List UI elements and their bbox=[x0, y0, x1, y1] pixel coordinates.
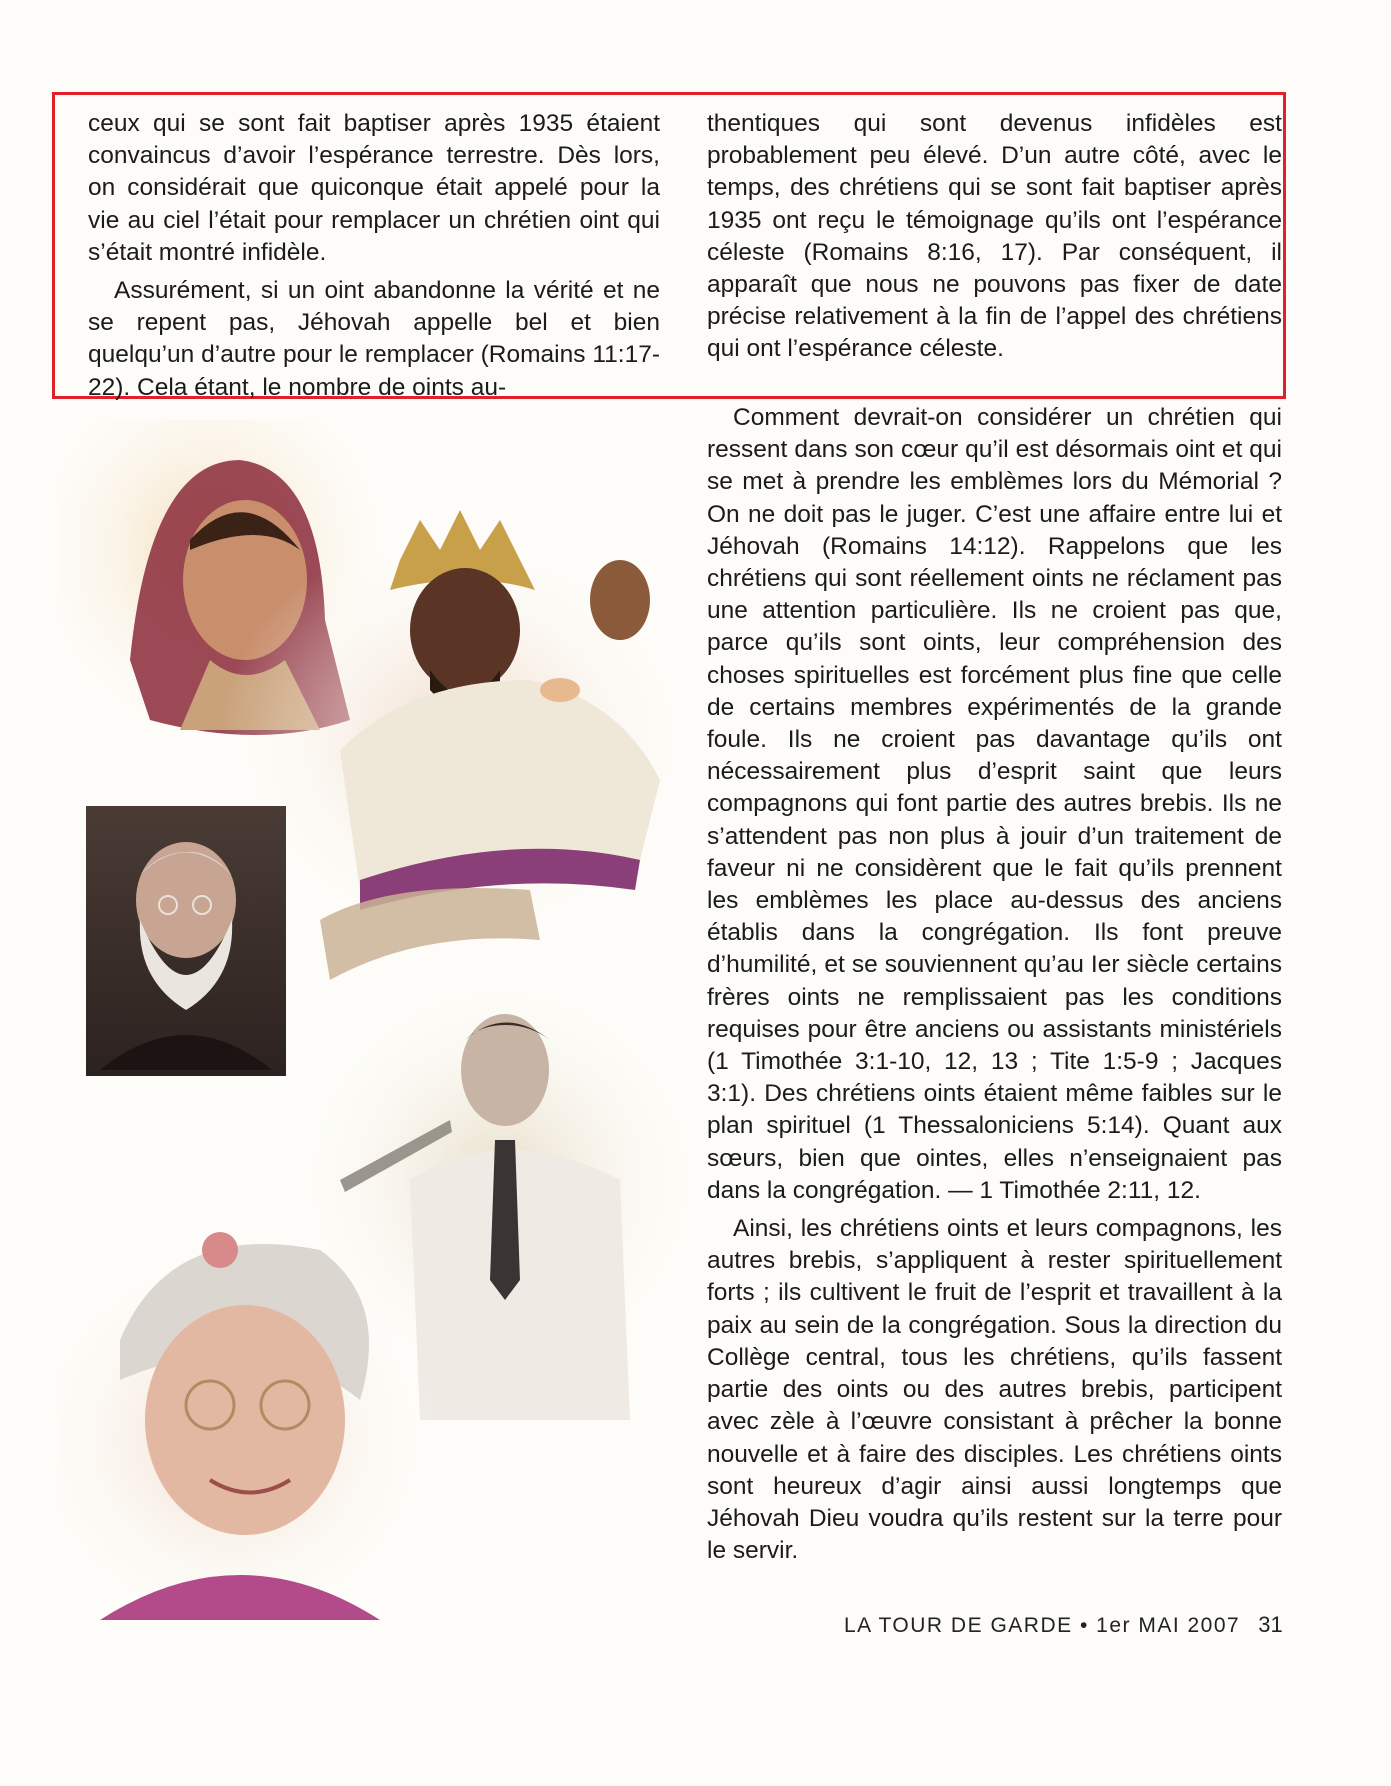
paragraph: Comment devrait-on considérer un chrétien qui ressent dans son cœur qu’il est désormais oint et qui se met à prendre les emblèmes lors du Mémorial ? On ne doit pas le juger. C’est une affaire entre lui et Jéhovah (Romains 14:12). Rappelons que les chrétiens qui sont réellement oints ne réclament pas une attention particulière. Ils ne croient pas que, parce qu’ils sont oints, leur compréhension des choses spirituelles est forcément plus fine que celle de certains membres expérimentés de la grande foule. Ils ne croient pas davantage qu’ils ont nécessairement plus d’esprit saint que leurs compagnons qui font partie des autres brebis. Ils ne s’attendent pas non plus à jouir d’un traitement de faveur ni ne considèrent que le fait qu’ils prennent les emblèmes les place au-dessus des anciens établis dans la congrégation. Ils font preuve d’humilité, et se souviennent qu’au Ier siècle certains frères oints ne remplissaient pas les conditions requises pour être anciens ou assistants ministériels (1 Timothée 3:1-10, 12, 13 ; Tite 1:5-9 ; Jacques 3:1). Des chrétiens oints étaient même faibles sur le plan spirituel (1 Thessaloniciens 5:14). Quant aux sœurs, bien que ointes, elles n’enseignaient pas dans la congrégation. — 1 Timothée 2:11, 12. bbox=[707, 404, 1282, 1204]
paragraph: Ainsi, les chrétiens oints et leurs compagnons, les autres brebis, s’appliquent à rester spirituellement forts ; ils cultivent le fruit de l’esprit et travaillent à la paix au sein de la congrégation. Sous la direction du Collège central, tous les chrétiens, qu’ils fassent partie des oints ou des autres brebis, participent avec zèle à l’œuvre consistant à prêcher la bonne nouvelle et à faire des disciples. Les chrétiens oints sont heureux d’agir ainsi aussi longtemps que Jéhovah Dieu voudra qu’ils restent sur la terre pour le servir. bbox=[707, 1215, 1282, 1565]
magazine-title: LA TOUR DE GARDE • 1er MAI 2007 bbox=[844, 1614, 1241, 1637]
bearded-man-photo bbox=[86, 806, 286, 1076]
illustration-collage bbox=[60, 420, 690, 1620]
paragraph: ceux qui se sont fait baptiser après 1935 étaient convaincus d’avoir l’espérance terrestre. Dès lors, on considérait que quiconque était appelé pour la vie au ciel l’était pour remplacer un chrétien oint qui s’était montré infidèle. bbox=[88, 110, 660, 266]
right-column-top bbox=[707, 108, 1282, 366]
page-number: 31 bbox=[1258, 1612, 1283, 1637]
left-column-top bbox=[88, 108, 660, 404]
paragraph: thentiques qui sont devenus infidèles est probablement peu élevé. D’un autre côté, avec le temps, des chrétiens qui se sont fait baptiser après 1935 ont reçu le témoignage qu’ils ont l’espérance céleste (Romains 8:16, 17). Par conséquent, il apparaît que nous ne pouvons pas fixer de date précise relativement à la fin de l’appel des chrétiens qui ont l’espérance céleste. bbox=[707, 110, 1282, 363]
page-footer bbox=[844, 1612, 1283, 1638]
right-column-bottom bbox=[707, 402, 1282, 1567]
paragraph: Assurément, si un oint abandonne la vérité et ne se repent pas, Jéhovah appelle bel et bien quelqu’un d’autre pour le remplacer (Romains 11:17-22). Cela étant, le nombre de oints au- bbox=[88, 277, 660, 401]
